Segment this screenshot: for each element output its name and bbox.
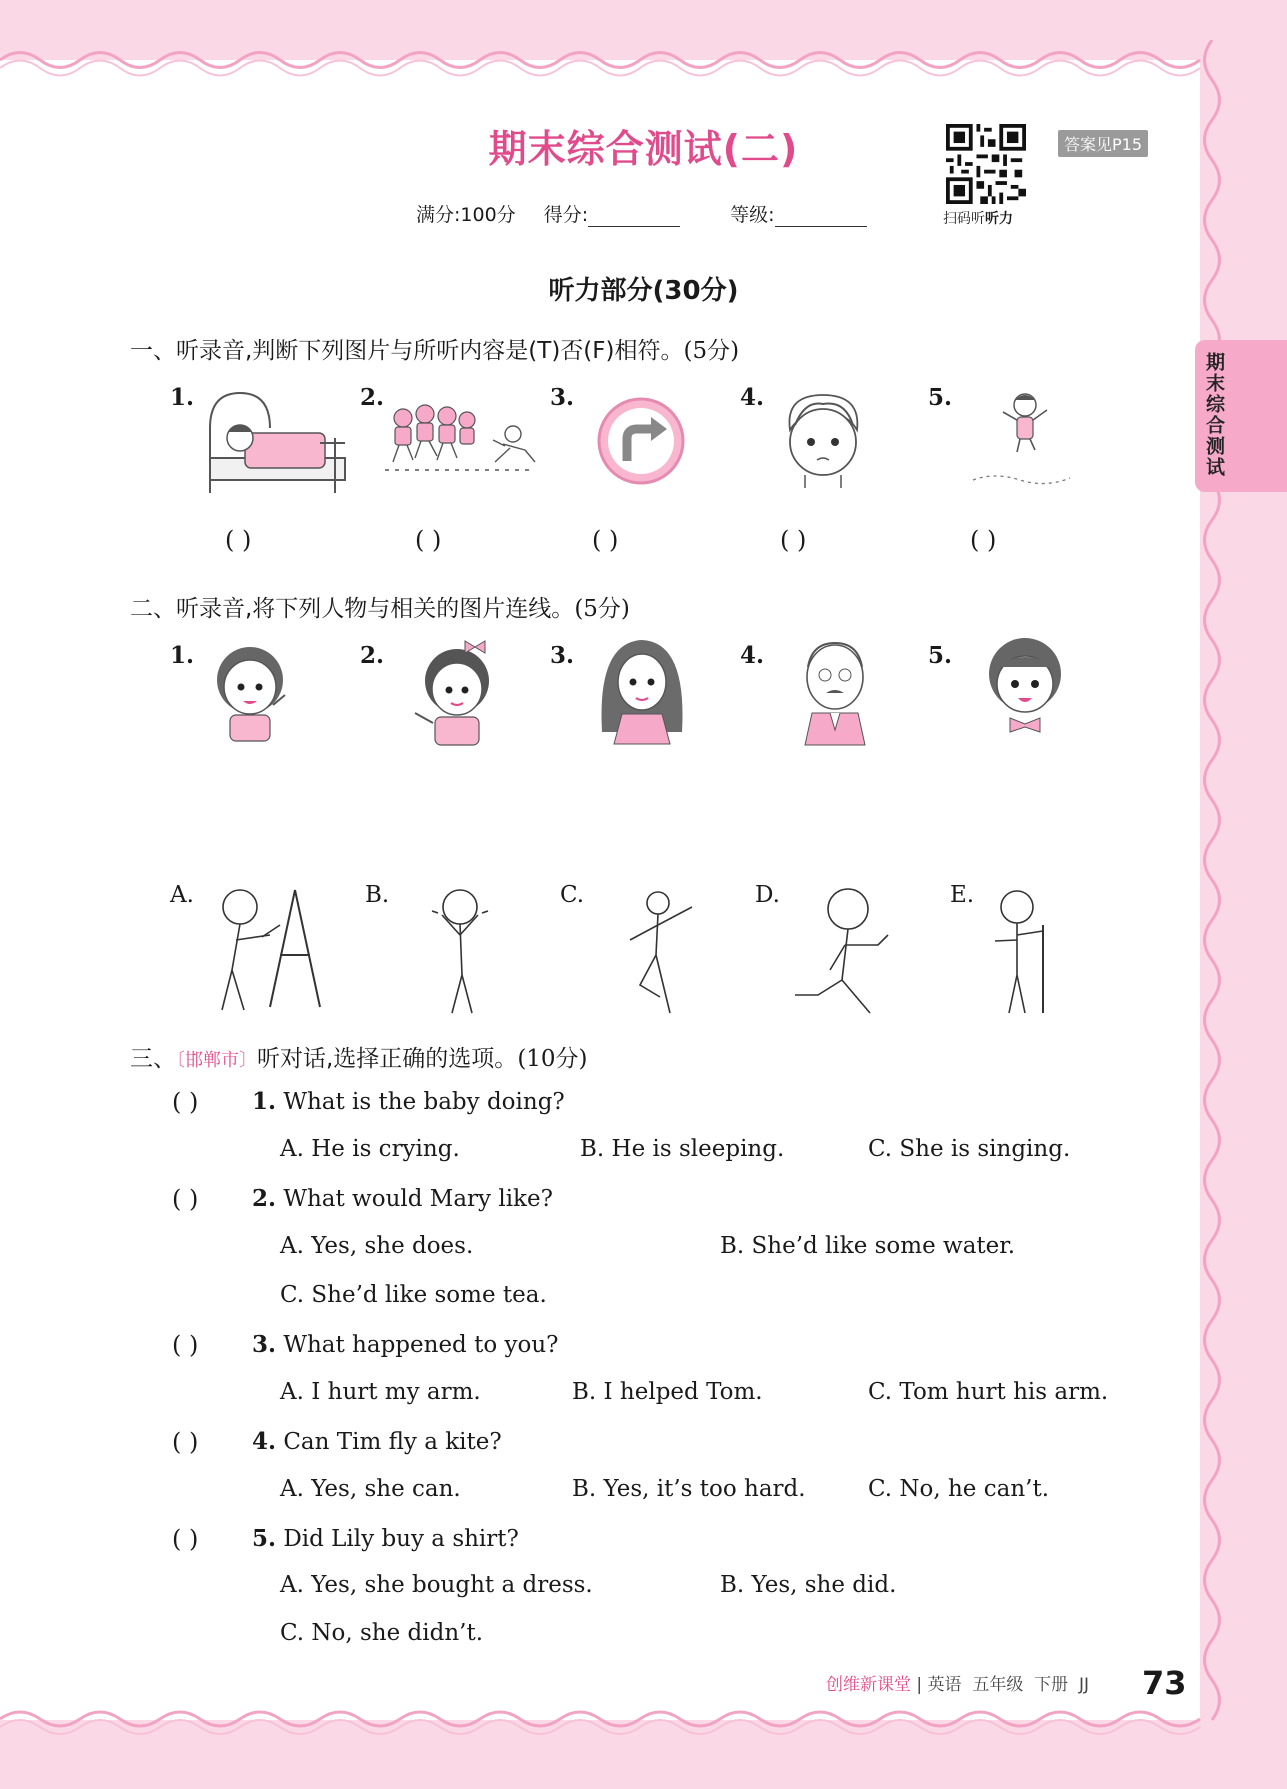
- part1-number: 1.: [170, 384, 195, 411]
- part1-number: 2.: [360, 384, 385, 411]
- bottom-wavy-border: [0, 1705, 1287, 1745]
- part2-number: 5.: [928, 642, 953, 669]
- section-heading: 听力部分(30分): [548, 276, 739, 306]
- option-a[interactable]: A. Yes, she bought a dress.: [280, 1572, 593, 1598]
- option-b[interactable]: B. Yes, she did.: [720, 1572, 897, 1598]
- stick-figure-crying-image: [420, 885, 500, 1015]
- footer-info: 英语 五年级 下册 JJ: [927, 1675, 1089, 1695]
- score-field: 得分:: [544, 204, 702, 226]
- option-a[interactable]: A. Yes, she does.: [280, 1233, 474, 1259]
- part1-title: 一、听录音,判断下列图片与所听内容是(T)否(F)相符。(5分): [130, 338, 740, 364]
- full-score: 满分:100分: [416, 204, 516, 226]
- answer-paren[interactable]: ( ): [780, 526, 807, 554]
- question-3: 3. What happened to you?: [252, 1331, 559, 1358]
- footer-separator: |: [916, 1675, 923, 1695]
- option-b[interactable]: B. He is sleeping.: [580, 1136, 785, 1162]
- question-1: 1. What is the baby doing?: [252, 1088, 565, 1115]
- answer-paren[interactable]: ( ): [415, 526, 442, 554]
- answer-paren[interactable]: ( ): [172, 1185, 199, 1213]
- score-line: [416, 200, 911, 227]
- question-5: 5. Did Lily buy a shirt?: [252, 1525, 519, 1552]
- option-b[interactable]: B. Yes, it’s too hard.: [572, 1476, 806, 1502]
- sleeping-child-in-bed-image: [200, 388, 350, 498]
- footer-brand: 创维新课堂: [826, 1675, 911, 1695]
- part1-number: 3.: [550, 384, 575, 411]
- top-wavy-border: [0, 40, 1287, 80]
- part2-number: 1.: [170, 642, 195, 669]
- curly-hair-boy-image: [205, 635, 300, 745]
- part2-letter: E.: [950, 882, 975, 908]
- option-a[interactable]: A. I hurt my arm.: [280, 1379, 481, 1405]
- option-c[interactable]: C. Tom hurt his arm.: [868, 1379, 1109, 1405]
- option-c[interactable]: C. No, he can’t.: [868, 1476, 1050, 1502]
- long-hair-woman-image: [592, 632, 692, 747]
- grade-field: 等级:: [730, 204, 888, 226]
- stick-figure-dancing-image: [620, 885, 700, 1015]
- question-2: 2. What would Mary like?: [252, 1185, 553, 1212]
- part1-number: 4.: [740, 384, 765, 411]
- turn-right-sign-image: [595, 395, 687, 487]
- option-c[interactable]: C. She’d like some tea.: [280, 1282, 547, 1308]
- question-4: 4. Can Tim fly a kite?: [252, 1428, 502, 1455]
- jumping-girl-image: [965, 390, 1075, 490]
- answer-paren[interactable]: ( ): [172, 1088, 199, 1116]
- part2-letter: D.: [755, 882, 780, 908]
- answer-paren[interactable]: ( ): [172, 1525, 199, 1553]
- option-c[interactable]: C. No, she didn’t.: [280, 1620, 484, 1646]
- part2-number: 2.: [360, 642, 385, 669]
- grandpa-image: [790, 635, 880, 747]
- option-a[interactable]: A. He is crying.: [280, 1136, 460, 1162]
- part2-number: 3.: [550, 642, 575, 669]
- children-racing-image: [385, 400, 545, 480]
- short-hair-boy-image: [980, 632, 1070, 744]
- girl-with-bow-image: [405, 635, 505, 750]
- part2-letter: B.: [365, 882, 390, 908]
- score-blank[interactable]: [588, 208, 680, 227]
- part2-letter: C.: [560, 882, 585, 908]
- footer: [826, 1670, 1089, 1695]
- part2-letter: A.: [170, 882, 194, 908]
- region-tag: 〔邯郸市〕: [176, 1050, 257, 1071]
- answer-paren[interactable]: ( ): [970, 526, 997, 554]
- stick-figure-running-image: [790, 885, 900, 1015]
- stick-figure-painting-image: [210, 885, 335, 1015]
- option-b[interactable]: B. I helped Tom.: [572, 1379, 763, 1405]
- option-a[interactable]: A. Yes, she can.: [280, 1476, 461, 1502]
- answer-badge: 答案见P15: [1058, 130, 1148, 157]
- page-number: 73: [1142, 1664, 1187, 1702]
- option-c[interactable]: C. She is singing.: [868, 1136, 1071, 1162]
- qr-caption: 扫码听听力: [943, 211, 1013, 227]
- stick-figure-walking-cane-image: [985, 885, 1065, 1015]
- part2-number: 4.: [740, 642, 765, 669]
- answer-paren[interactable]: ( ): [225, 526, 252, 554]
- part3-title: 三、〔邯郸市〕听对话,选择正确的选项。(10分): [130, 1046, 588, 1072]
- option-b[interactable]: B. She’d like some water.: [720, 1233, 1016, 1259]
- side-tab-label: 期末综合测试: [1203, 352, 1225, 478]
- qr-code-icon[interactable]: [946, 124, 1026, 204]
- answer-paren[interactable]: ( ): [172, 1331, 199, 1359]
- answer-paren[interactable]: ( ): [172, 1428, 199, 1456]
- answer-paren[interactable]: ( ): [592, 526, 619, 554]
- part1-number: 5.: [928, 384, 953, 411]
- part2-title: 二、听录音,将下列人物与相关的图片连线。(5分): [130, 596, 630, 622]
- page-title: 期末综合测试(二): [488, 127, 799, 171]
- worried-boy-image: [775, 390, 870, 490]
- grade-blank[interactable]: [775, 208, 867, 227]
